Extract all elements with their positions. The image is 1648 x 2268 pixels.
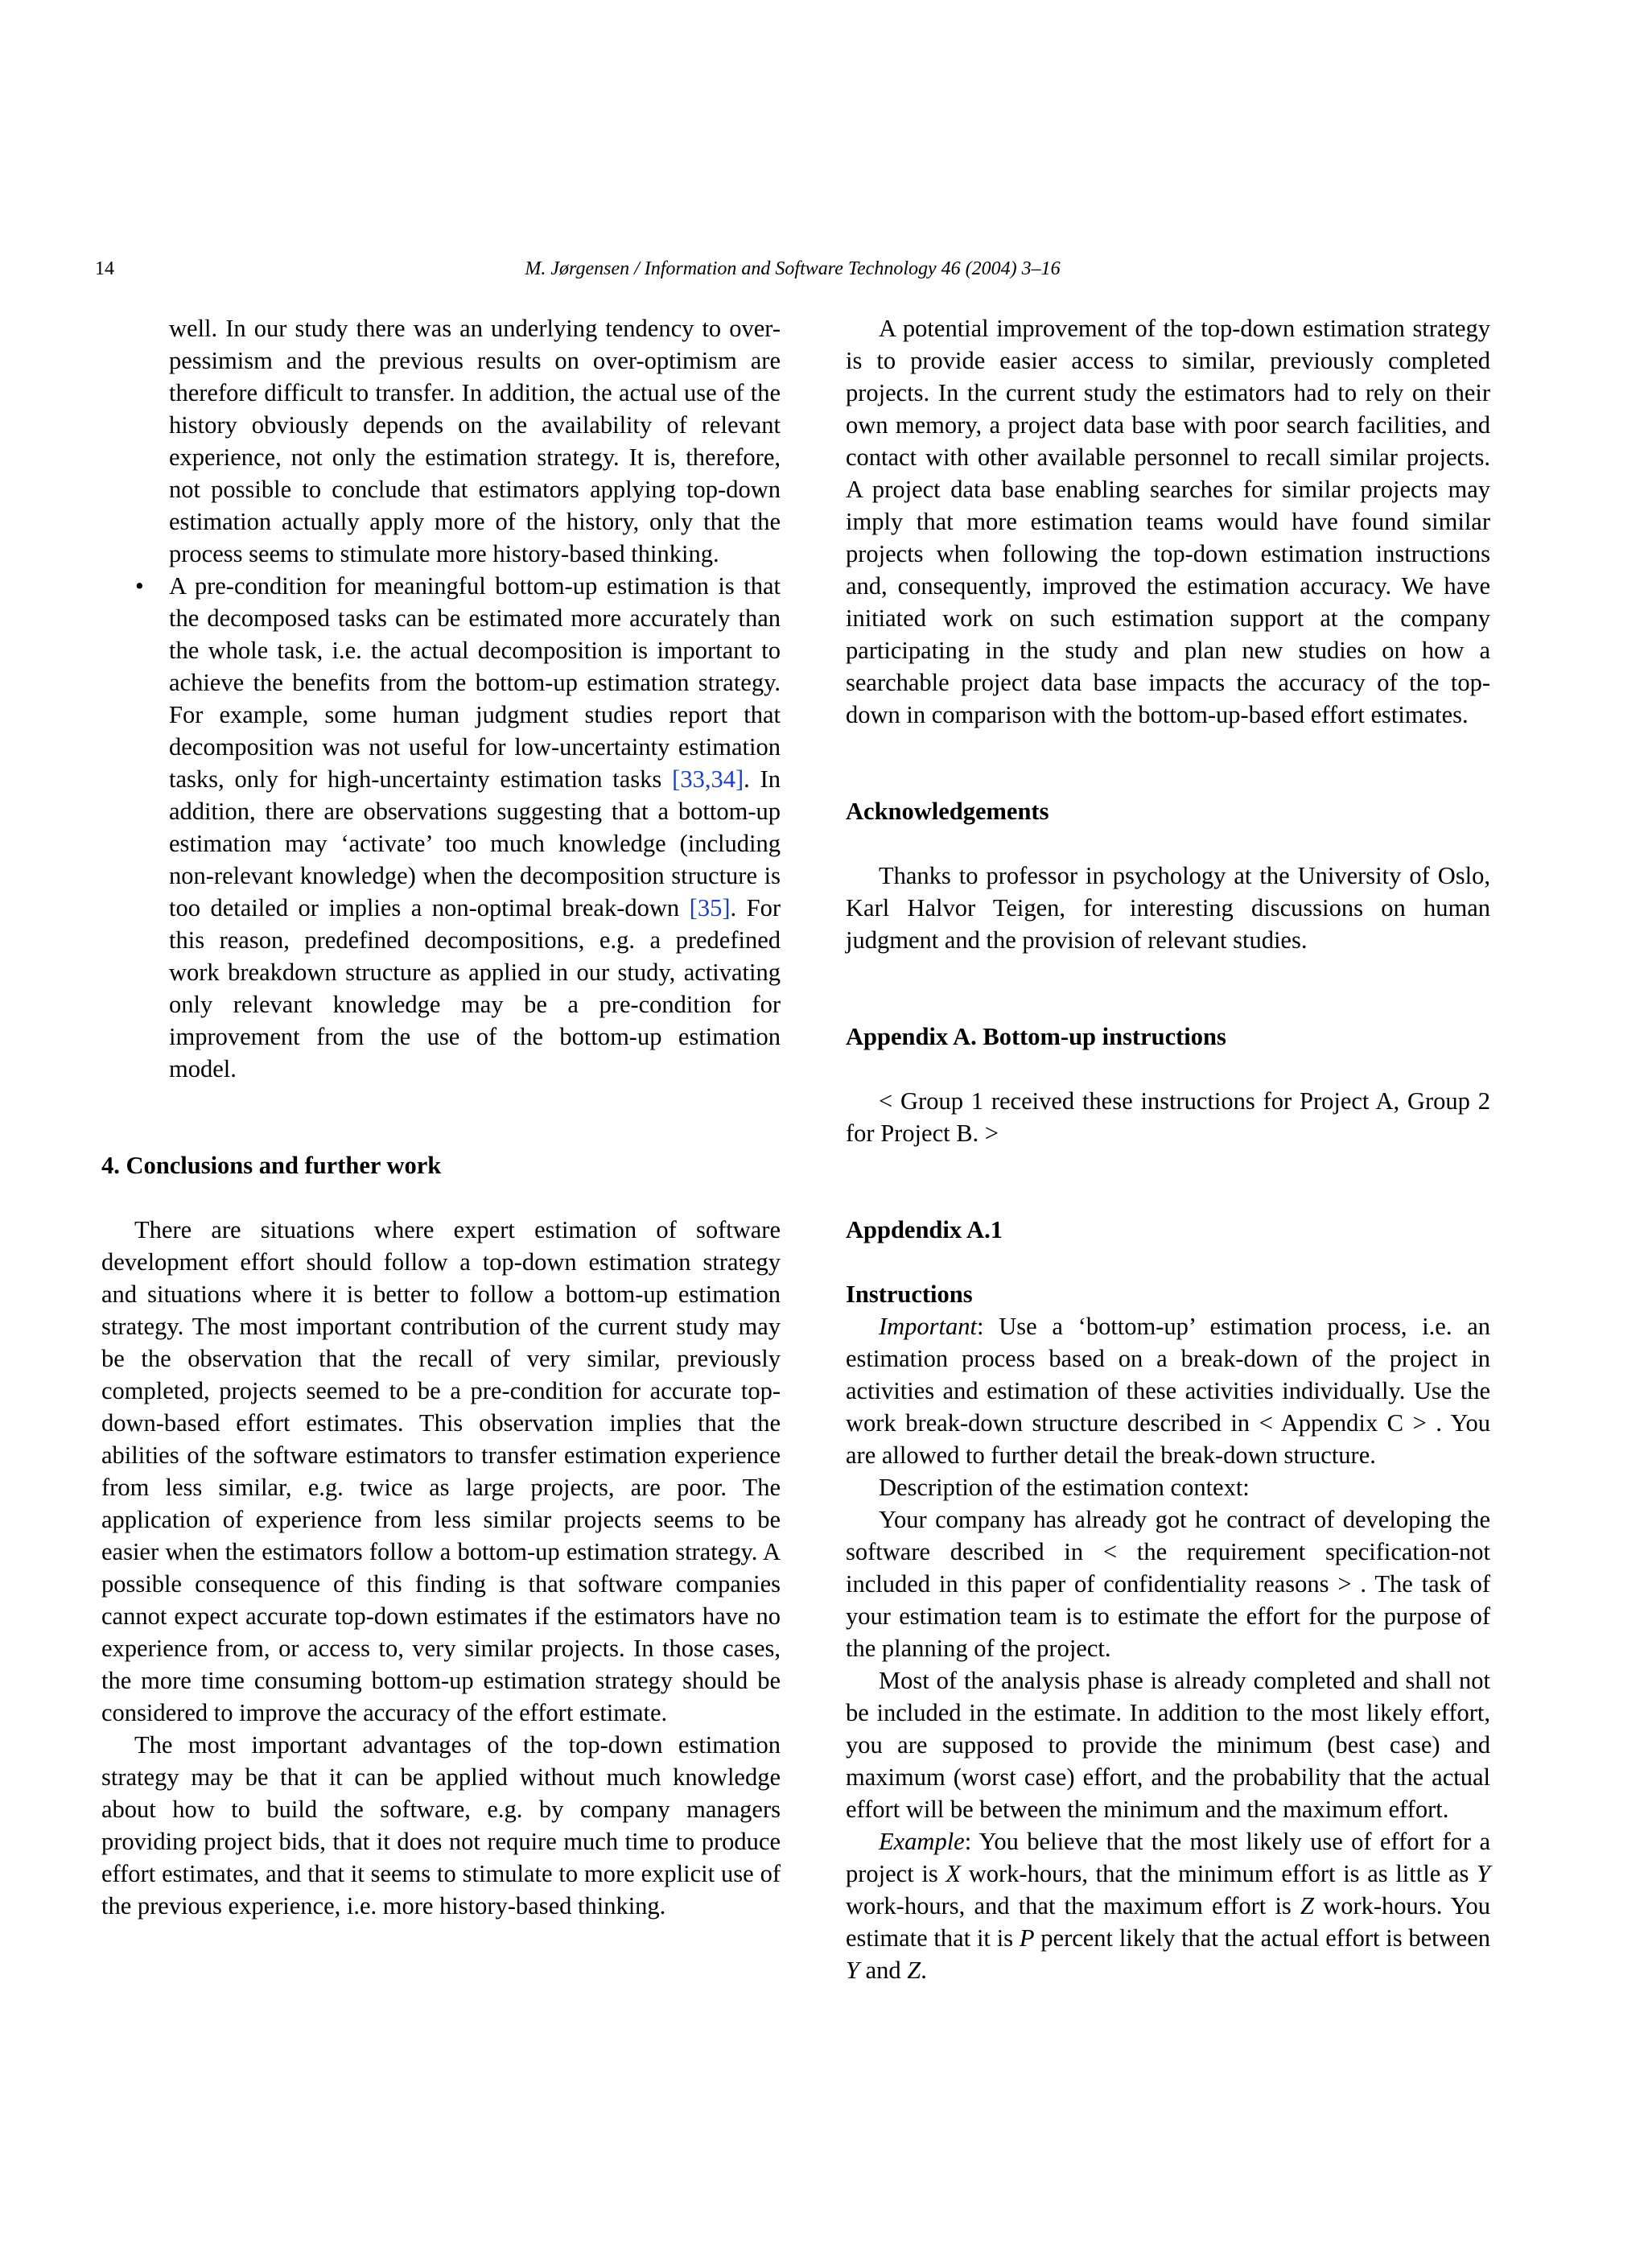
- acknowledgements-text: Thanks to professor in psychology at the University of Oslo, Karl Halvor Teigen, for interesting discussions on human judgment and the provision of relevant studies.: [846, 862, 1490, 954]
- page-number: 14: [95, 258, 114, 279]
- example-paragraph: [846, 1825, 1490, 1986]
- appendix-a1-heading: Appdendix A.1: [846, 1216, 1003, 1243]
- left-column: [101, 312, 781, 1922]
- variable-x: X: [946, 1860, 962, 1887]
- bullet-item: [135, 570, 781, 1085]
- instructions-heading: Instructions: [846, 1280, 973, 1308]
- analysis-paragraph: Most of the analysis phase is already completed and shall not be included in the estimate. In addition to the most likely effort, you are supposed to provide the minimum (best case) and maximum (worst case) effort, and the probability that the actual effort will be between the minimum and the maximum effort.: [846, 1667, 1490, 1823]
- bullet-text-1: A pre-condition for meaningful bottom-up estimation is that the decomposed tasks can be estimated more accurately than the whole task, i.e. the actual decomposition is important to achieve the benefits from the bottom-up estimation strategy. For example, some human judgment studies report that decomposition was not useful for low-uncertainty estimation tasks, only for high-uncertainty estimation tasks: [169, 572, 781, 793]
- example-text-b: work-hours, that the minimum effort is as little as: [961, 1860, 1477, 1887]
- improvement-paragraph: A potential improvement of the top-down estimation strategy is to provide easier access to similar, previously completed projects. In the current study the estimators had to rely on their own memory, a project data base with poor search facilities, and contact with other available personnel to recall similar projects. A project data base enabling searches for similar projects may imply that more estimation teams would have found similar projects when following the top-down estimation instructions and, consequently, improved the estimation accuracy. We have initiated work on such estimation support at the company participating in the study and plan new studies on how a searchable project data base impacts the accuracy of the top-down in comparison with the bottom-up-based effort estimates.: [846, 315, 1490, 728]
- context-label: Description of the estimation context:: [879, 1474, 1250, 1501]
- appendix-heading: Appendix A. Bottom-up instructions: [846, 1023, 1226, 1050]
- example-text-d: work-hours. You estimate that it is: [846, 1892, 1490, 1952]
- variable-y: Y: [1477, 1860, 1490, 1887]
- example-text-c: work-hours, and that the maximum effort is: [846, 1892, 1300, 1920]
- bullet-icon: •: [135, 572, 144, 600]
- important-label: Important: [879, 1313, 977, 1340]
- example-text-f: and: [859, 1957, 908, 1984]
- example-text-g: .: [921, 1957, 927, 1984]
- variable-z: Z: [1300, 1892, 1314, 1920]
- variable-p: P: [1019, 1924, 1035, 1952]
- bullet-paragraph: [169, 570, 781, 1085]
- bullet-text-3: . For this reason, predefined decompositions, e.g. a predefined work breakdown structure as applied in our study, activating only relevant knowledge may be a pre-condition for improvement from the use of the bottom-up estimation model.: [169, 894, 781, 1082]
- conclusion-paragraph-2: The most important advantages of the top-down estimation strategy may be that it can be applied without much knowledge about how to build the software, e.g. by company managers providing project bids, that it does not require much time to produce effort estimates, and that it seems to stimulate to more explicit use of the previous experience, i.e. more history-based thinking.: [101, 1731, 781, 1920]
- acknowledgements-heading: Acknowledgements: [846, 798, 1049, 825]
- bullet-text-2: . In addition, there are observations suggesting that a bottom-up estimation may ‘activate’ too much knowledge (including non-relevant knowledge) when the decomposition structure is too detailed or implies a non-optimal break-down: [169, 765, 781, 922]
- running-header: [95, 254, 1490, 283]
- right-column: [846, 312, 1490, 1986]
- example-text-e: percent likely that the actual effort is between: [1034, 1924, 1490, 1952]
- variable-y-2: Y: [846, 1957, 859, 1984]
- appendix-note: < Group 1 received these instructions for Project A, Group 2 for Project B. >: [846, 1087, 1490, 1147]
- conclusion-paragraph-1: There are situations where expert estimation of software development effort should follow a top-down estimation strategy and situations where it is better to follow a bottom-up estimation strategy. The most important contribution of the current study may be the observation that the recall of very similar, previously completed, projects seemed to be a pre-condition for accurate top-down-based effort estimates. This observation implies that the abilities of the software estimators to transfer estimation experience from less similar, e.g. twice as large projects, are poor. The application of experience from less similar projects seems to be easier when the estimators follow a bottom-up estimation strategy. A possible consequence of this finding is that software companies cannot expect accurate top-down estimates if the estimators have no experience from, or access to, very similar projects. In those cases, the more time consuming bottom-up estimation strategy should be considered to improve the accuracy of the effort estimate.: [101, 1216, 781, 1726]
- running-head: M. Jørgensen / Information and Software Technology 46 (2004) 3–16: [525, 258, 1061, 279]
- important-text: : Use a ‘bottom-up’ estimation process, i.e. an estimation process based on a break-down of the project in activities and estimation of these activities individually. Use the work break-down structure described in < Appendix C > . You are allowed to further detail the break-down structure.: [846, 1313, 1490, 1469]
- example-label: Example: [879, 1828, 965, 1855]
- section-heading: 4. Conclusions and further work: [101, 1152, 442, 1179]
- citation-link-33-34[interactable]: [33,34]: [672, 765, 744, 793]
- important-paragraph: [846, 1310, 1490, 1471]
- example-text-a: : You believe that the most likely use of effort for a project is: [846, 1828, 1490, 1887]
- context-paragraph: Your company has already got he contract of developing the software described in < the requirement specification-not included in this paper of confidentiality reasons > . The task of your estimation team is to estimate the effort for the purpose of the planning of the project.: [846, 1506, 1490, 1662]
- variable-z-2: Z: [907, 1957, 921, 1984]
- citation-link-35[interactable]: [35]: [689, 894, 731, 922]
- continued-paragraph: well. In our study there was an underlying tendency to over-pessimism and the previous results on over-optimism are therefore difficult to transfer. In addition, the actual use of the history obviously depends on the availability of relevant experience, not only the estimation strategy. It is, therefore, not possible to conclude that estimators applying top-down estimation actually apply more of the history, only that the process seems to stimulate more history-based thinking.: [169, 315, 781, 567]
